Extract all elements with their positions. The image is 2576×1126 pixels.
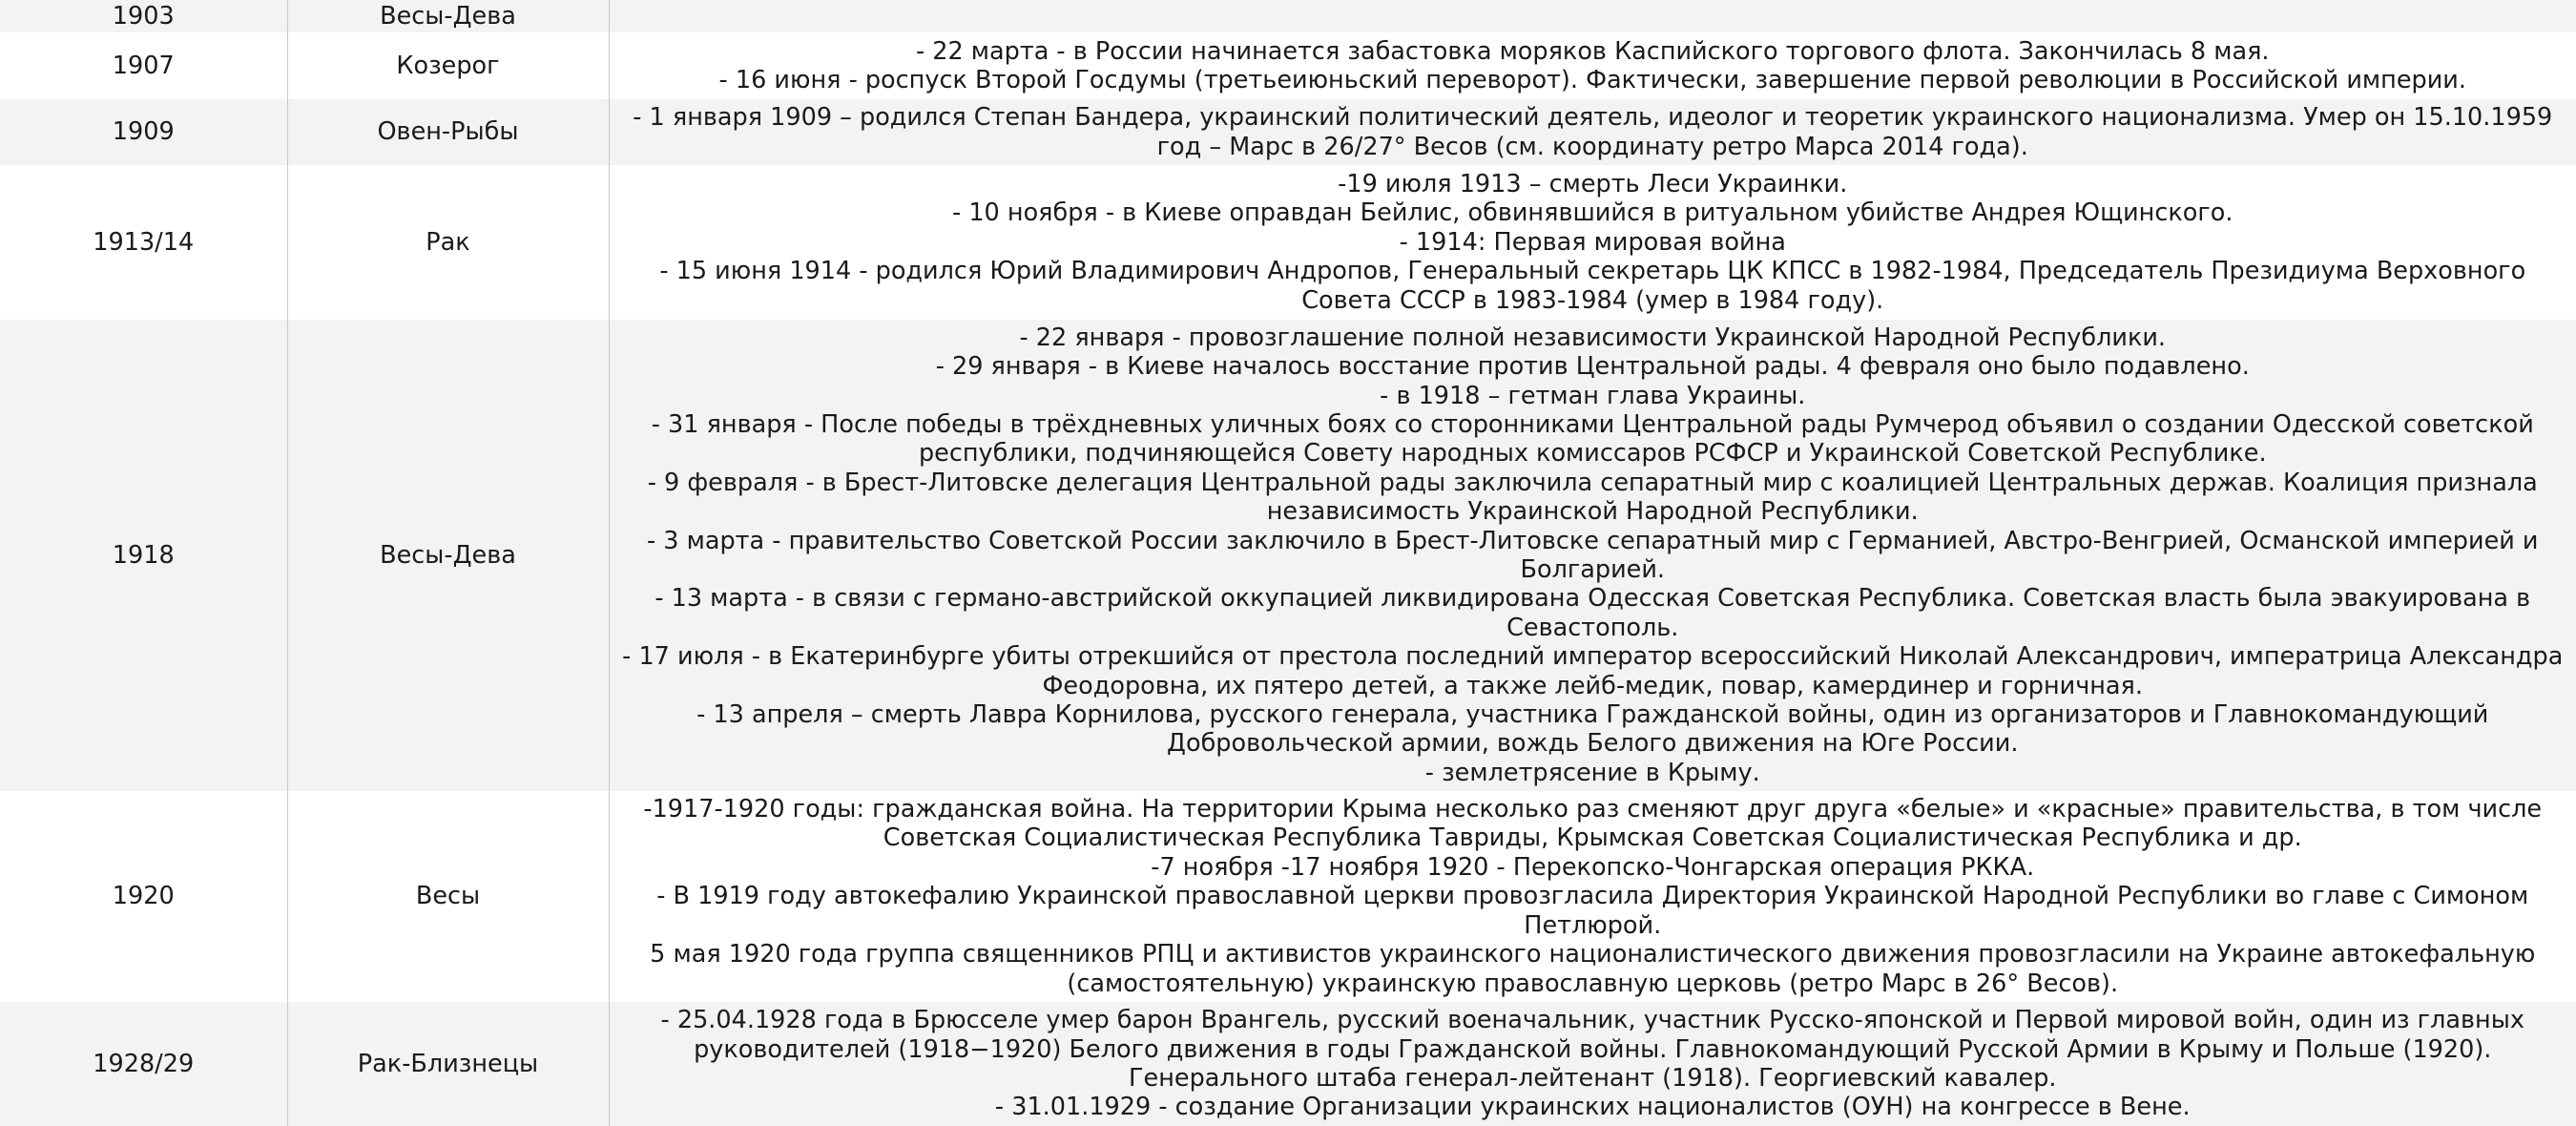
- event-line: - 10 ноября - в Киеве оправдан Бейлис, обвинявшийся в ритуальном убийстве Андрея Ющинского.: [952, 198, 2233, 228]
- event-line: - 15 июня 1914 - родился Юрий Владимирович Андропов, Генеральный секретарь ЦК КПСС в 1982-1984, Председатель Президиума Верховного Совета СССР в 1983-1984 (умер в 1984 году).: [659, 257, 2526, 315]
- event-line: - 31.01.1929 - создание Организации украинских националистов (ОУН) на конгрессе в Вене.: [994, 1093, 2191, 1122]
- events-cell: [609, 165, 2576, 320]
- sign-cell: Весы-Дева: [287, 320, 609, 791]
- year-cell: 1909: [0, 99, 287, 165]
- event-line: -7 ноября -17 ноября 1920 - Перекопско-Чонгарская операция РККА.: [1151, 852, 2035, 882]
- event-line: - 13 марта - в связи с германо-австрийской оккупацией ликвидирована Одесская Советская Республика. Советская власть была эвакуирована в Севастополь.: [654, 584, 2531, 642]
- event-line: - 1914: Первая мировая война: [1399, 227, 1786, 257]
- events-cell: [609, 1002, 2576, 1126]
- event-line: - 29 января - в Киеве началось восстание против Центральной рады. 4 февраля оно было подавлено.: [935, 352, 2250, 382]
- sign-cell: Козерог: [287, 32, 609, 99]
- table-row: [0, 165, 2576, 320]
- event-line: - В 1919 году автокефалию Украинской православной церкви провозгласила Директория Украинской Народной Республики во главе с Симоном Петлюрой.: [656, 882, 2529, 940]
- event-line: - 3 марта - правительство Советской России заключило в Брест-Литовске сепаратный мир с Германией, Австро-Венгрией, Османской империей и Болгарией.: [646, 526, 2539, 584]
- table-row: [0, 32, 2576, 99]
- events-cell: [609, 320, 2576, 791]
- event-line: - 31 января - После победы в трёхдневных уличных боях со сторонниками Центральной рады Румчерод объявил о создании Одесской советской республики, подчиняющейся Совету народных комиссаров РСФСР и Украинской Советской Республике.: [651, 409, 2534, 469]
- event-line: - в 1918 – гетман глава Украины.: [1380, 381, 1806, 410]
- table-row: [0, 99, 2576, 165]
- table-row: [0, 1002, 2576, 1126]
- year-cell: 1928/29: [0, 1002, 287, 1126]
- events-cell: [609, 0, 2576, 32]
- event-line: - 22 января - провозглашение полной независимости Украинской Народной Республики.: [1019, 323, 2167, 352]
- events-cell: [609, 32, 2576, 99]
- year-cell: 1903: [0, 0, 287, 32]
- year-cell: 1907: [0, 32, 287, 99]
- year-cell: 1918: [0, 320, 287, 791]
- sign-cell: Рак-Близнецы: [287, 1002, 609, 1126]
- sign-cell: Весы-Дева: [287, 0, 609, 32]
- event-line: - землетрясение в Крыму.: [1424, 758, 1760, 787]
- events-cell: [609, 99, 2576, 165]
- event-line: -19 июля 1913 – смерть Леси Украинки.: [1338, 169, 1848, 198]
- table-row: [0, 320, 2576, 791]
- event-line: - 22 марта - в России начинается забастовка моряков Каспийского торгового флота. Закончилась 8 мая.: [915, 36, 2270, 66]
- event-line: -1917-1920 годы: гражданская война. На территории Крыма несколько раз сменяют друг друга «белые» и «красные» правительства, в том числе Советская Социалистическая Республика Тавриды, Крымская Советская Социалистическая Республика и др.: [643, 795, 2543, 853]
- sign-cell: Весы: [287, 791, 609, 1002]
- event-line: - 16 июня - роспуск Второй Госдумы (третьеиюньский переворот). Фактически, завершение первой революции в Российской империи.: [718, 66, 2466, 94]
- event-line: - 1 января 1909 – родился Степан Бандера, украинский политический деятель, идеолог и теоретик украинского национализма. Умер он 15.10.1959 год – Марс в 26/27° Весов (см. координату ретро Марса 2014 года).: [633, 103, 2553, 161]
- event-line: - 9 февраля - в Брест-Литовске делегация Центральной рады заключила сепаратный мир с коалицией Центральных держав. Коалиция признала независимость Украинской Народной Республики.: [647, 468, 2538, 527]
- table-row: [0, 0, 2576, 32]
- year-cell: 1920: [0, 791, 287, 1002]
- event-line: - 25.04.1928 года в Брюсселе умер барон Врангель, русский военачальник, участник Русско-японской и Первой мировой войн, один из главных руководителей (1918−1920) Белого движения в годы Гражданской войны. Главнокомандующий Русской Армии в Крыму и Польше (1920). Генерального штаба генерал-лейтенант (1918). Георгиевский кавалер.: [660, 1006, 2524, 1093]
- table-row: [0, 791, 2576, 1002]
- event-line: - 13 апреля – смерть Лавра Корнилова, русского генерала, участника Гражданской войны, один из организаторов и Главнокомандующий Добровольческой армии, вождь Белого движения на Юге России.: [696, 700, 2489, 759]
- sign-cell: Рак: [287, 165, 609, 320]
- sign-cell: Овен-Рыбы: [287, 99, 609, 165]
- event-line: 5 мая 1920 года группа священников РПЦ и активистов украинского националистического движения провозгласили на Украине автокефальную (самостоятельную) украинскую православную церковь (ретро Марс в 26° Весов).: [650, 940, 2536, 998]
- event-line: - 17 июля - в Екатеринбурге убиты отрекшийся от престола последний император всероссийский Николай Александрович, императрица Александра Феодоровна, их пятеро детей, а также лейб-медик, повар, камердинер и горничная.: [622, 642, 2564, 700]
- year-cell: 1913/14: [0, 165, 287, 320]
- events-cell: [609, 791, 2576, 1002]
